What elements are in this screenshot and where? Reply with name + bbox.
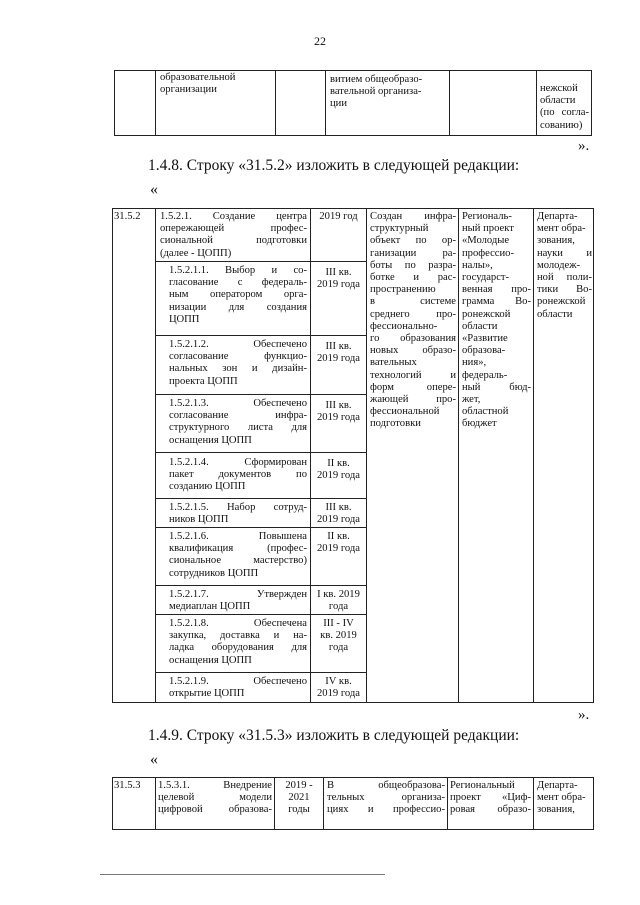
- subitem-1-5-2-1: 1.5.2.1. Создание центра опережающей профес- сиональной подготовки (далее - ЦОПП): [160, 211, 307, 259]
- date-1-5-3-1: 2019 - 2021 годы: [285, 780, 313, 816]
- source-31-5-3: Региональный проект «Циф- ровая образо-: [450, 780, 531, 816]
- date-1-5-2-1-4: II кв. 2019 года: [316, 458, 360, 482]
- subitem-1-5-2-1-8: 1.5.2.1.8. Обеспечена закупка, доставка и на- ладка оборудования для оснащения ЦОПП: [169, 618, 307, 666]
- date-1-5-2-1-3: III кв. 2019 года: [316, 400, 360, 424]
- closing-quote: ».: [578, 707, 590, 723]
- date-1-5-2-1-7: I кв. 2019 года: [317, 589, 360, 613]
- date-1-5-2-1: 2019 год: [319, 211, 358, 222]
- paragraph-1-4-9: 1.4.9. Строку «31.5.3» изложить в следующей редакции:: [148, 727, 520, 744]
- source-31-5-2: Региональ- ный проект «Молодые профессио- налы», государст- венная про- грамма Во- ронежской области «Развитие образова- ния», федераль- ный бюд- жет, областной бюджет: [462, 211, 531, 430]
- subitem-1-5-2-1-5: 1.5.2.1.5. Набор сотруд- ников ЦОПП: [169, 502, 307, 526]
- row-code-31-5-2: 31.5.2: [114, 211, 141, 222]
- subitem-1-5-2-1-7: 1.5.2.1.7. Утвержден медиаплан ЦОПП: [169, 589, 307, 613]
- page-number: 22: [314, 34, 326, 48]
- top-table-executor-cell: нежской области (по согла- сованию): [540, 83, 589, 131]
- date-1-5-2-1-2: III кв. 2019 года: [316, 341, 360, 365]
- date-1-5-2-1-6: II кв. 2019 года: [316, 531, 360, 555]
- subitem-1-5-2-1-1: 1.5.2.1.1. Выбор и со- гласование с федераль- ным оператором орга- низации для создания ЦОПП: [169, 265, 307, 325]
- top-table-org-cell: образовательной организации: [160, 72, 236, 96]
- row-code-31-5-3: 31.5.3: [114, 780, 141, 791]
- item-1-5-3-1: 1.5.3.1. Внедрение целевой модели цифровой образова-: [158, 780, 272, 816]
- opening-quote: «: [150, 751, 158, 768]
- paragraph-1-4-8: 1.4.8. Строку «31.5.2» изложить в следующей редакции:: [148, 157, 520, 174]
- subitem-1-5-2-1-4: 1.5.2.1.4. Сформирован пакет документов по созданию ЦОПП: [169, 457, 307, 493]
- subitem-1-5-2-1-9: 1.5.2.1.9. Обеспечено открытие ЦОПП: [169, 676, 307, 700]
- subitem-1-5-2-1-3: 1.5.2.1.3. Обеспечено согласование инфра- структурного листа для оснащения ЦОПП: [169, 398, 307, 446]
- date-1-5-2-1-1: III кв. 2019 года: [316, 267, 360, 291]
- closing-quote: ».: [578, 138, 590, 154]
- subitem-1-5-2-1-6: 1.5.2.1.6. Повышена квалификация (профес- сиональное мастерство) сотрудников ЦОПП: [169, 531, 307, 579]
- result-31-5-2: Создан инфра- структурный объект по ор- ганизации ра- боты по разра- ботке и рас- пространению в системе среднего про- фессионально- го образования новых образо- вательных технологий и форм опере- жающей про- фессиональной подготовки: [370, 211, 456, 430]
- top-table-result-cell: витием общеобразо- вательной организа- ции: [330, 74, 423, 110]
- executor-31-5-3: Департа- мент обра- зования,: [537, 780, 586, 816]
- executor-31-5-2: Департа- мент обра- зования, науки и молодеж- ной поли- тики Во- ронежской области: [537, 211, 592, 320]
- footer-rule: [100, 874, 385, 875]
- subitem-1-5-2-1-2: 1.5.2.1.2. Обеспечено согласование функцио- нальных зон и дизайн- проекта ЦОПП: [169, 339, 307, 387]
- opening-quote: «: [150, 181, 158, 198]
- date-1-5-2-1-5: III кв. 2019 года: [316, 502, 360, 526]
- date-1-5-2-1-9: IV кв. 2019 года: [316, 676, 360, 700]
- result-31-5-3: В общеобразова- тельных организа- циях и профессио-: [327, 780, 445, 816]
- date-1-5-2-1-8: III - IV кв. 2019 года: [320, 618, 357, 654]
